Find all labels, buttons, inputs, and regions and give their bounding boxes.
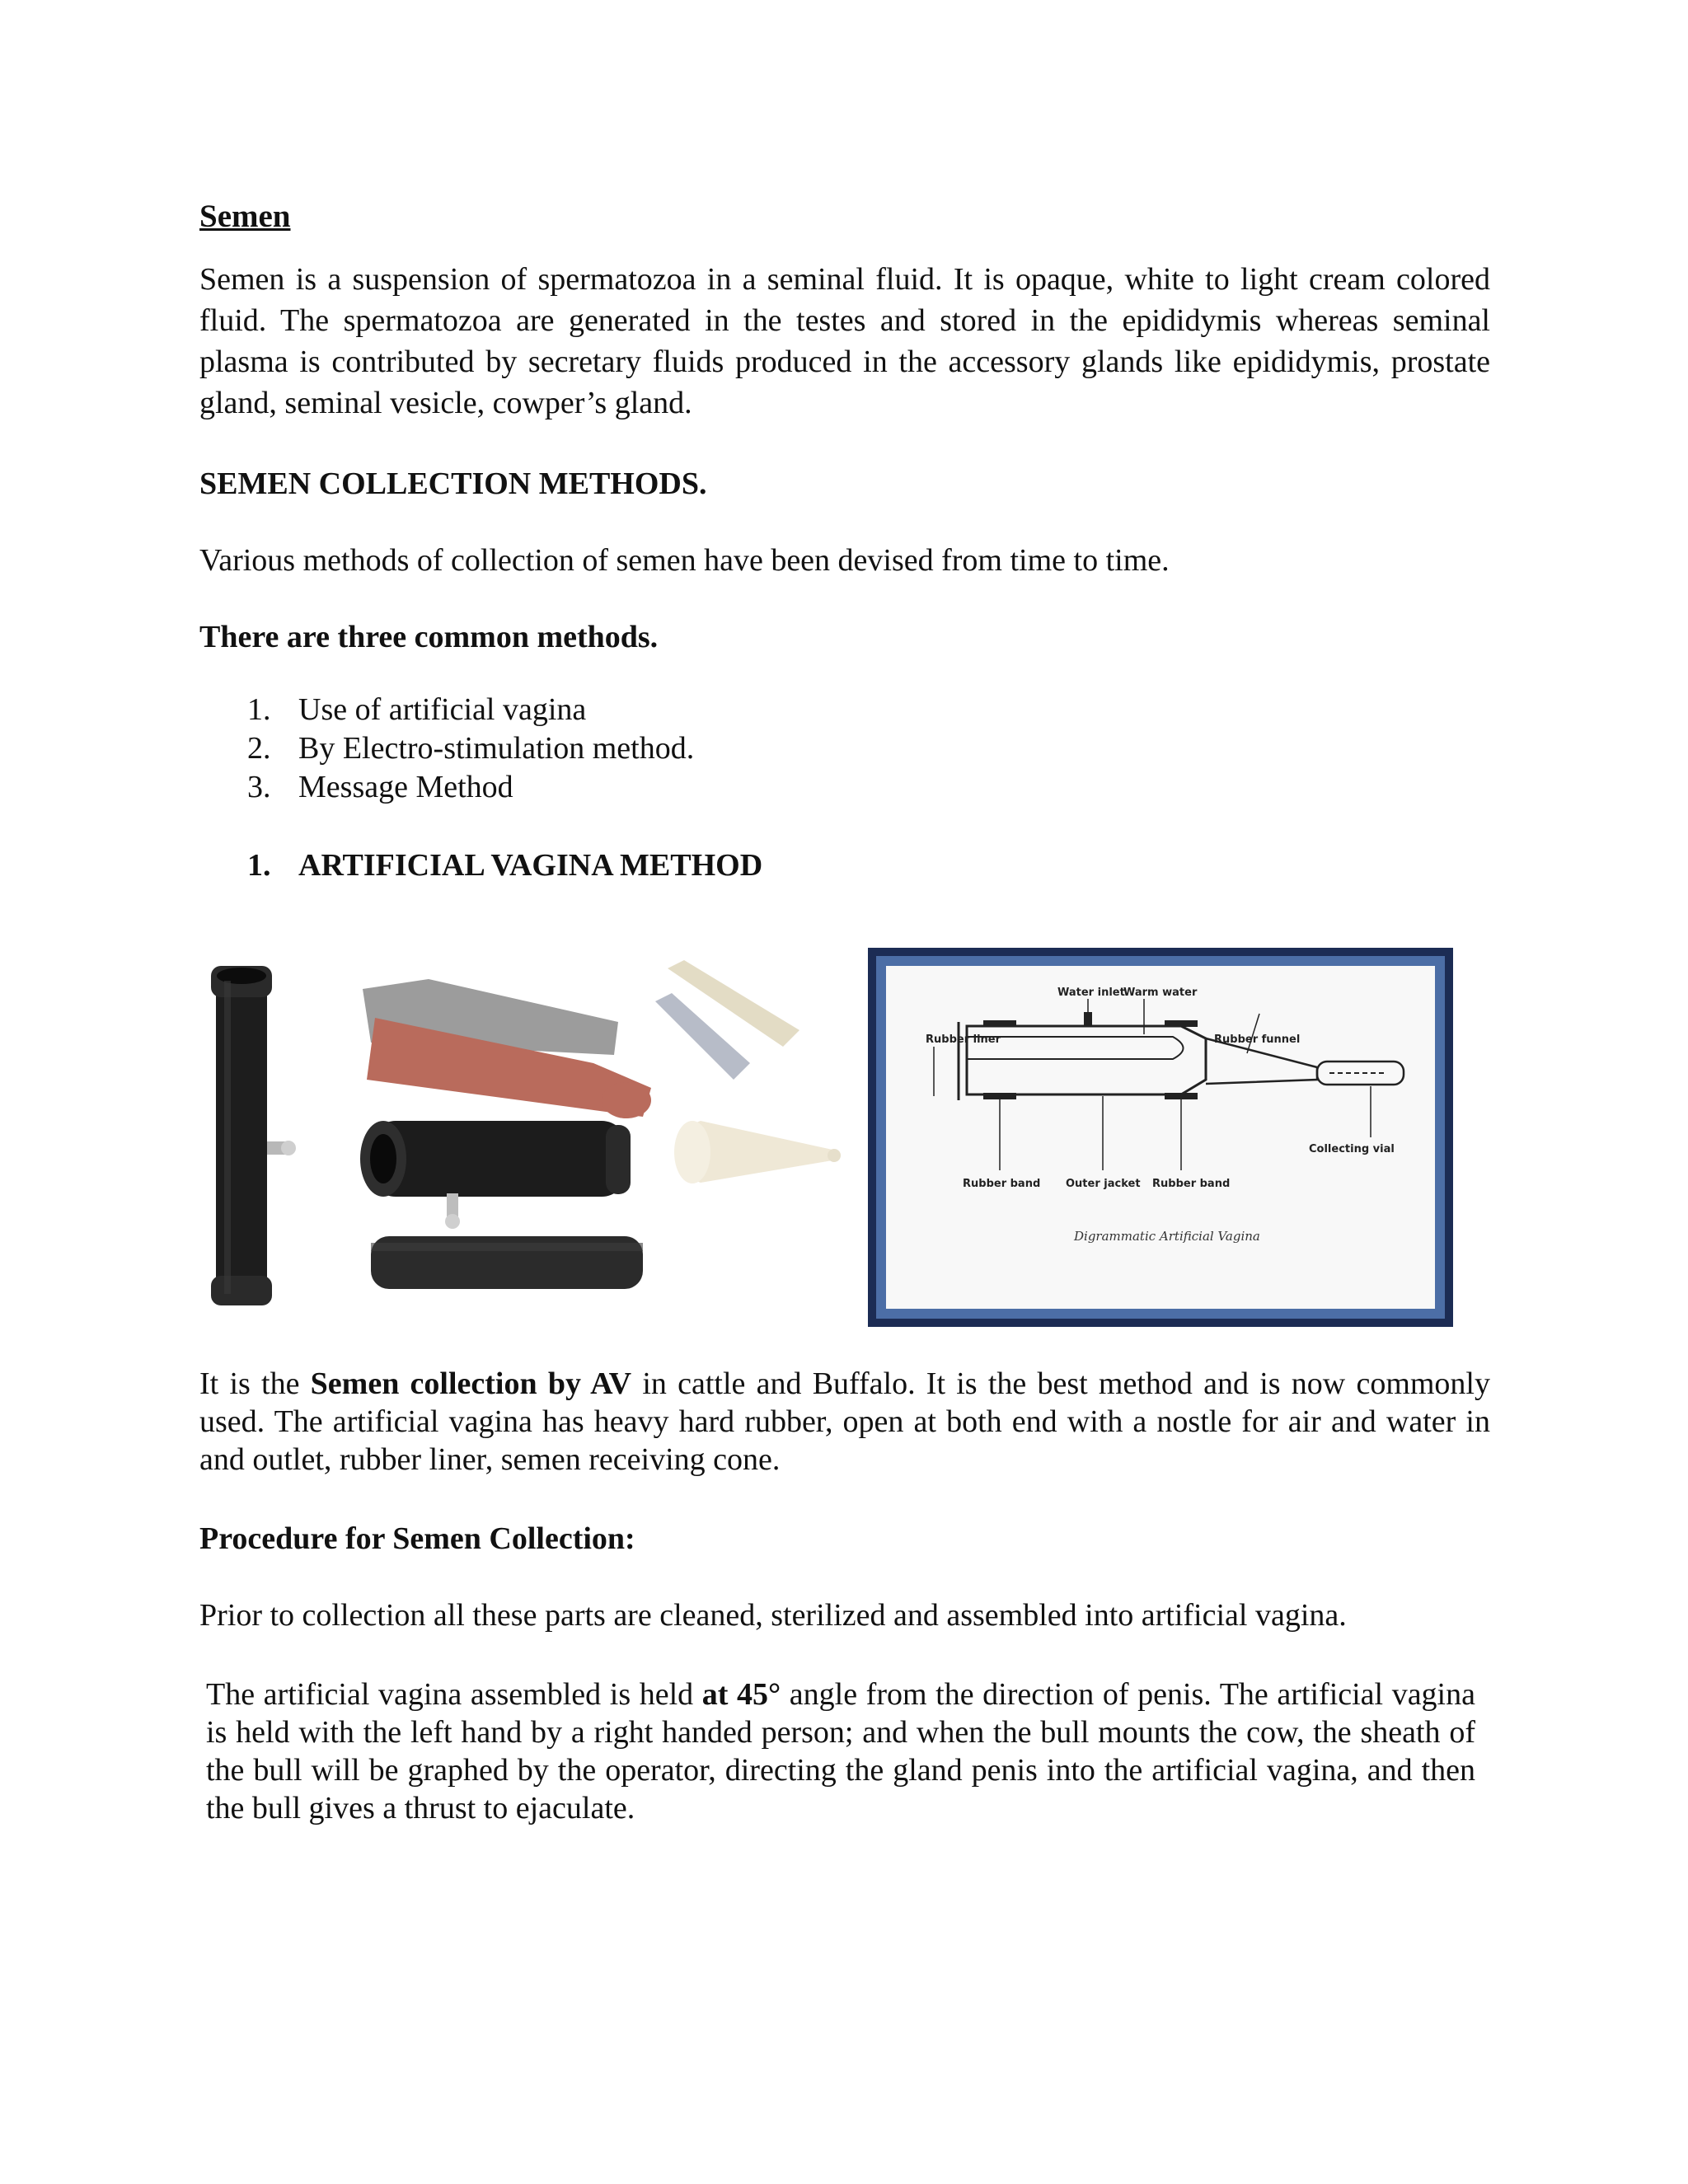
label-rubber-funnel: Rubber funnel [1214,1033,1301,1046]
artificial-vagina-equipment-photo [206,956,857,1327]
list-item: 1. Use of artificial vagina [247,692,587,727]
label-collecting-vial: Collecting vial [1309,1143,1395,1155]
diagram-caption: Digrammatic Artificial Vagina [1074,1229,1260,1244]
label-rubber-band-right: Rubber band [1152,1178,1231,1190]
label-water-inlet: Water inlet [1057,987,1125,999]
paragraph-held: The artificial vagina assembled is held at 45° angle from the direction of penis. The artificial vagina is held with the left hand by a right handed person; and when the bull mounts the cow, the sheath of the bull will be graphed by the operator, directing the gland penis into the artificial vagina, and then the bull gives a thrust to ejaculate. [206,1677,1475,1825]
subheading-artificial-vagina: 1. ARTIFICIAL VAGINA METHOD [247,848,763,883]
methods-list [199,691,694,807]
paragraph-prior: Prior to collection all these parts are cleaned, sterilized and assembled into artificial vagina. [199,1598,1347,1633]
heading-procedure: Procedure for Semen Collection: [199,1521,635,1556]
label-rubber-liner: Rubber liner [926,1033,1001,1046]
label-warm-water: Warm water [1123,987,1198,999]
paragraph-semen: Semen is a suspension of spermatozoa in a seminal fluid. It is opaque, white to light cream colored fluid. The spermatozoa are generated in the testes and stored in the epididymis whereas seminal plasma is contributed by secretary fluids produced in the accessory glands like epididymis, prostate gland, seminal vesicle, cowper’s gland. [199,262,1490,420]
heading-collection-methods: SEMEN COLLECTION METHODS. [199,466,707,501]
label-rubber-band-left: Rubber band [963,1178,1041,1190]
list-item: 2. By Electro-stimulation method. [247,731,695,766]
heading-three-methods: There are three common methods. [199,620,659,654]
paragraph-various-methods: Various methods of collection of semen have been devised from time to time. [199,543,1170,578]
list-item: 3. Message Method [247,770,513,804]
heading-semen: Semen [199,199,291,234]
artificial-vagina-diagram [868,948,1453,1327]
label-outer-jacket: Outer jacket [1066,1178,1141,1190]
paragraph-av: It is the Semen collection by AV in cattle and Buffalo. It is the best method and is now commonly used. The artificial vagina has heavy hard rubber, open at both end with a nostle for air and water in and outlet, rubber liner, semen receiving cone. [199,1366,1490,1477]
